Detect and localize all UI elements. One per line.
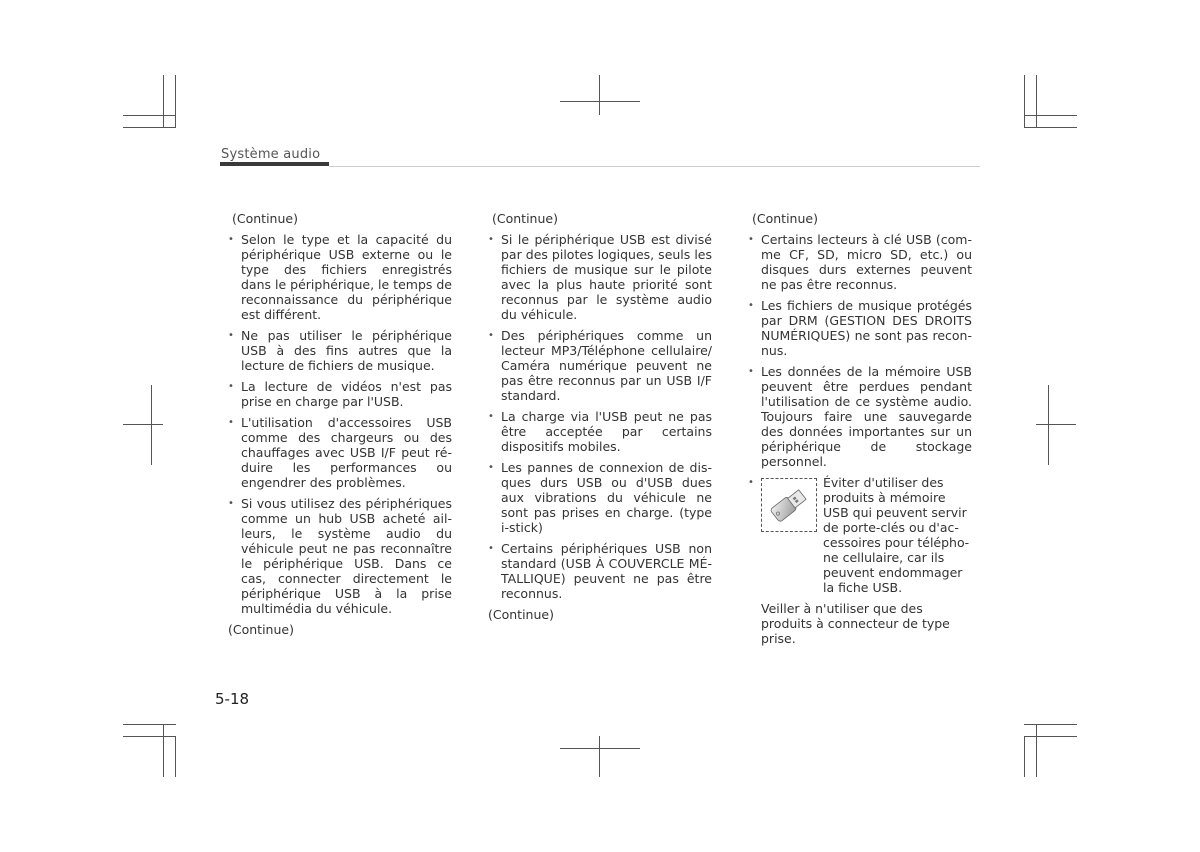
usb-warning-text: • Éviter d'utiliser des produits à mémoire USB qui peuvent servir de porte-clés ou d'accessoires pour téléphone cellulaire, car ils peuvent endommager la fiche USB. [823,475,970,595]
list-item: • Si le périphérique USB est divisé par des pilotes logiques, seuls les fichiers de musique sur le pilote avec la plus haute priorité sont reconnus par le système audio du véhicule. [488,232,712,322]
list-item: • Les fichiers de musique protégés par DRM (GESTION DES DROITS NUMÉRIQUES) ne sont pas reconnus. [748,298,972,358]
continue-label: (Continue) [492,211,558,226]
list-item: • Les pannes de connexion de disques durs USB ou d'USB dues aux vibrations du véhicule ne sont pas prises en charge. (type i-stick) [488,460,712,535]
connector-note: Veiller à n'utiliser que des produits à connecteur de type prise. [761,601,950,646]
continue-label: (Continue) [232,211,298,226]
continue-label: (Continue) [488,607,554,622]
header-rule [329,166,980,167]
text-column-3 [748,211,972,646]
list-item: • Selon le type et la capacité du périphérique USB externe ou le type des fichiers enregistrés dans le périphérique, le temps de reconnaissance du périphérique est différent. [228,232,452,322]
list-item: • Des périphériques comme un lecteur MP3/Téléphone cellulaire/ Caméra numérique peuvent ne pas être reconnus par un USB I/F standard. [488,328,712,403]
list-item: • La lecture de vidéos n'est pas prise en charge par l'USB. [228,379,452,409]
list-item: • La charge via l'USB peut ne pas être acceptée par certains dispositifs mobiles. [488,409,712,454]
list-item: • Certains lecteurs à clé USB (comme CF, SD, micro SD, etc.) ou disques durs externes peuvent ne pas être reconnus. [748,232,972,292]
list-item: • L'utilisation d'accessoires USB comme des chargeurs ou des chauffages avec USB I/F peut réduire les performances ou engendrer des problèmes. [228,415,452,490]
bullet-list [228,232,452,616]
text-column-1 [228,211,452,637]
list-item: • Si vous utilisez des périphériques comme un hub USB acheté ailleurs, le système audio du véhicule peut ne pas reconnaître le périphérique USB. Dans ce cas, connecter directement le périphérique USB à la prise multimédia du véhicule. [228,496,452,616]
section-title: Système audio [221,147,321,162]
continue-label: (Continue) [752,211,818,226]
usb-stick-icon [761,478,817,532]
list-item: • Ne pas utiliser le périphérique USB à des fins autres que la lecture de fichiers de musique. [228,328,452,373]
continue-label: (Continue) [228,622,294,637]
list-item-with-image [748,475,972,595]
section-title-bar [220,162,329,166]
bullet-list [748,232,972,595]
page-number: 5-18 [215,690,250,708]
list-item: • Certains périphériques USB non standard (USB À COUVERCLE MÉTALLIQUE) peuvent ne pas être reconnus. [488,541,712,601]
list-item: • Les données de la mémoire USB peuvent être perdues pendant l'utilisation de ce système audio. Toujours faire une sauvegarde des données importantes sur un périphérique de stockage personnel. [748,364,972,469]
bullet-list [488,232,712,601]
text-column-2 [488,211,712,622]
